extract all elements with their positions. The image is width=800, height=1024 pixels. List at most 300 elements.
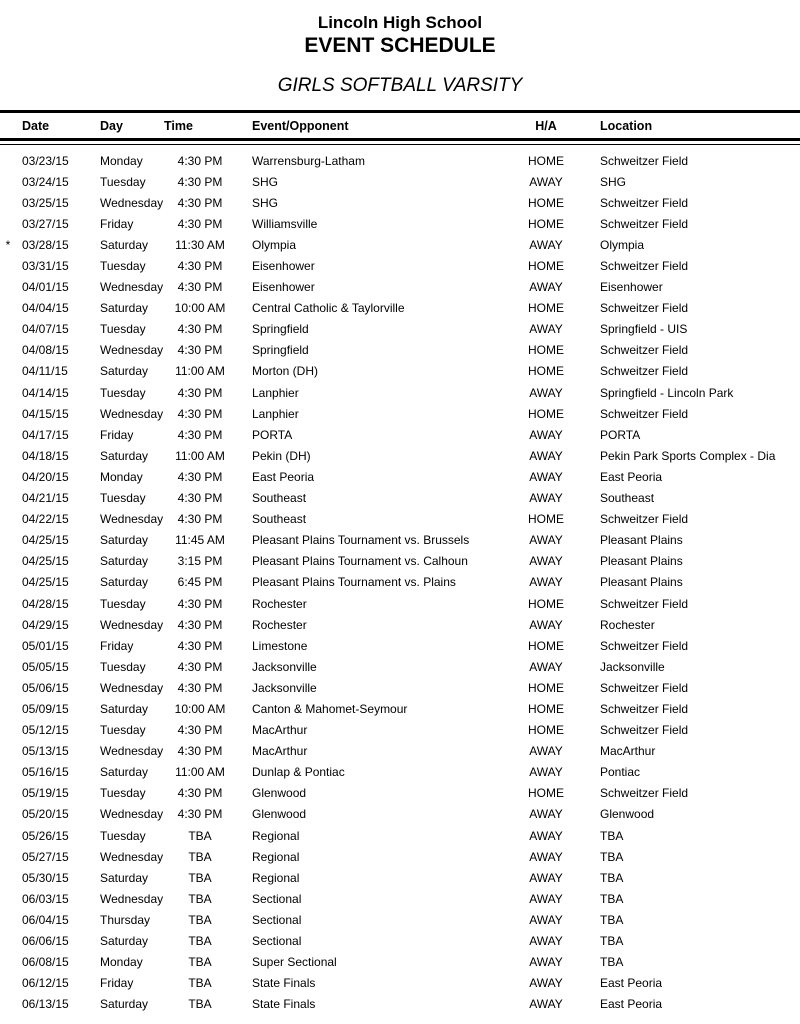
cell-event: Limestone	[252, 638, 308, 653]
cell-event: Sectional	[252, 891, 302, 906]
cell-ha: AWAY	[529, 617, 563, 632]
cell-event: State Finals	[252, 997, 316, 1012]
cell-date: 06/12/15	[22, 976, 69, 991]
table-row	[0, 466, 800, 487]
cell-event: Eisenhower	[252, 280, 315, 295]
table-row	[0, 867, 800, 888]
cell-date: 05/26/15	[22, 828, 69, 843]
cell-time: 3:15 PM	[177, 554, 223, 569]
cell-date: 04/25/15	[22, 575, 69, 590]
cell-event: Glenwood	[252, 807, 307, 822]
cell-event: Pleasant Plains Tournament vs. Calhoun	[252, 554, 468, 569]
cell-time: 11:45 AM	[175, 533, 225, 548]
cell-ha: HOME	[528, 512, 564, 527]
cell-event: Regional	[252, 849, 300, 864]
table-row	[0, 720, 800, 741]
cell-day: Monday	[100, 469, 143, 484]
table-row	[0, 488, 800, 509]
cell-location: TBA	[600, 849, 624, 864]
cell-day: Tuesday	[100, 659, 146, 674]
cell-ha: AWAY	[529, 828, 563, 843]
cell-ha: HOME	[528, 723, 564, 738]
cell-location: Schweitzer Field	[600, 512, 689, 527]
cell-day: Saturday	[100, 364, 149, 379]
cell-time: 4:30 PM	[177, 617, 223, 632]
cell-day: Wednesday	[100, 617, 164, 632]
cell-event: Southeast	[252, 512, 307, 527]
cell-location: Schweitzer Field	[600, 259, 689, 274]
cell-date: 05/09/15	[22, 701, 69, 716]
cell-time: 11:00 AM	[175, 765, 225, 780]
table-row	[0, 741, 800, 762]
table-row	[0, 572, 800, 593]
cell-time: 4:30 PM	[177, 744, 223, 759]
cell-date: 05/13/15	[22, 744, 69, 759]
cell-ha: AWAY	[529, 174, 563, 189]
cell-time: 4:30 PM	[177, 786, 223, 801]
table-row	[0, 234, 800, 255]
cell-event: Regional	[252, 870, 300, 885]
cell-day: Thursday	[100, 912, 151, 927]
cell-location: East Peoria	[600, 976, 663, 991]
cell-location: Pekin Park Sports Complex - Dia	[600, 448, 776, 463]
event-schedule-title: EVENT SCHEDULE	[304, 34, 496, 57]
cell-location: Olympia	[600, 237, 645, 252]
cell-location: Schweitzer Field	[600, 638, 689, 653]
table-row	[0, 593, 800, 614]
cell-time: TBA	[188, 828, 212, 843]
cell-day: Wednesday	[100, 406, 164, 421]
cell-location: Schweitzer Field	[600, 364, 689, 379]
cell-ha: AWAY	[529, 322, 563, 337]
cell-time: 4:30 PM	[177, 280, 223, 295]
cell-location: Springfield - Lincoln Park	[600, 385, 734, 400]
cell-ha: HOME	[528, 301, 564, 316]
cell-date: 04/01/15	[22, 280, 69, 295]
cell-location: Schweitzer Field	[600, 786, 689, 801]
table-row	[0, 403, 800, 424]
cell-ha: AWAY	[529, 237, 563, 252]
cell-date: 05/06/15	[22, 680, 69, 695]
cell-day: Wednesday	[100, 891, 164, 906]
cell-day: Tuesday	[100, 723, 146, 738]
cell-date: 03/31/15	[22, 259, 69, 274]
cell-day: Tuesday	[100, 322, 146, 337]
cell-location: MacArthur	[600, 744, 656, 759]
cell-date: 04/11/15	[22, 364, 68, 379]
cell-day: Friday	[100, 216, 134, 231]
cell-event: Pleasant Plains Tournament vs. Brussels	[252, 533, 470, 548]
cell-time: 4:30 PM	[177, 406, 223, 421]
cell-event: Warrensburg-Latham	[252, 153, 365, 168]
cell-location: Schweitzer Field	[600, 701, 689, 716]
cell-location: Schweitzer Field	[600, 723, 689, 738]
cell-event: Sectional	[252, 934, 302, 949]
cell-event: Canton & Mahomet-Seymour	[252, 701, 408, 716]
cell-date: 06/03/15	[22, 891, 69, 906]
cell-day: Wednesday	[100, 343, 164, 358]
cell-day: Tuesday	[100, 491, 146, 506]
table-row	[0, 656, 800, 677]
cell-ha: HOME	[528, 216, 564, 231]
cell-date: 04/08/15	[22, 343, 69, 358]
table-row	[0, 614, 800, 635]
cell-event: Regional	[252, 828, 300, 843]
table-row	[0, 277, 800, 298]
cell-location: Glenwood	[600, 807, 655, 822]
cell-time: 4:30 PM	[177, 322, 223, 337]
table-row	[0, 952, 800, 973]
table-row	[0, 340, 800, 361]
cell-day: Tuesday	[100, 786, 146, 801]
cell-location: East Peoria	[600, 469, 663, 484]
cell-location: Rochester	[600, 617, 655, 632]
cell-date: 04/15/15	[22, 406, 69, 421]
table-row	[0, 361, 800, 382]
cell-time: 11:00 AM	[175, 448, 225, 463]
cell-time: 4:30 PM	[177, 723, 223, 738]
cell-event: MacArthur	[252, 744, 308, 759]
cell-time: 4:30 PM	[177, 385, 223, 400]
table-row	[0, 888, 800, 909]
cell-date: 04/18/15	[22, 448, 69, 463]
cell-location: Jacksonville	[600, 659, 665, 674]
cell-day: Tuesday	[100, 828, 146, 843]
cell-day: Wednesday	[100, 807, 164, 822]
cell-location: Schweitzer Field	[600, 406, 689, 421]
cell-ha: AWAY	[529, 997, 563, 1012]
table-row	[0, 192, 800, 213]
cell-event: Williamsville	[252, 216, 318, 231]
cell-time: 4:30 PM	[177, 259, 223, 274]
cell-event: Super Sectional	[252, 955, 337, 970]
cell-date: 03/27/15	[22, 216, 69, 231]
cell-location: Pleasant Plains	[600, 575, 683, 590]
cell-location: Schweitzer Field	[600, 680, 689, 695]
cell-time: TBA	[188, 955, 212, 970]
cell-day: Friday	[100, 638, 134, 653]
cell-marker: *	[5, 237, 11, 252]
cell-day: Saturday	[100, 301, 149, 316]
cell-ha: AWAY	[529, 955, 563, 970]
cell-location: Springfield - UIS	[600, 322, 688, 337]
cell-ha: AWAY	[529, 912, 563, 927]
cell-ha: AWAY	[529, 659, 563, 674]
cell-event: Springfield	[252, 343, 309, 358]
cell-time: TBA	[188, 870, 212, 885]
cell-event: Morton (DH)	[252, 364, 319, 379]
cell-time: TBA	[188, 997, 212, 1012]
cell-date: 06/13/15	[22, 997, 69, 1012]
cell-ha: AWAY	[529, 575, 563, 590]
cell-day: Saturday	[100, 934, 149, 949]
cell-date: 04/28/15	[22, 596, 69, 611]
cell-ha: HOME	[528, 680, 564, 695]
cell-date: 04/20/15	[22, 469, 69, 484]
cell-date: 05/20/15	[22, 807, 69, 822]
cell-time: 11:00 AM	[175, 364, 225, 379]
cell-time: 4:30 PM	[177, 659, 223, 674]
cell-ha: HOME	[528, 406, 564, 421]
cell-date: 05/16/15	[22, 765, 69, 780]
cell-location: Schweitzer Field	[600, 216, 689, 231]
cell-location: East Peoria	[600, 997, 663, 1012]
table-row	[0, 825, 800, 846]
cell-location: TBA	[600, 828, 624, 843]
cell-ha: HOME	[528, 701, 564, 716]
cell-event: Lanphier	[252, 385, 299, 400]
table-row	[0, 171, 800, 192]
cell-time: TBA	[188, 891, 212, 906]
cell-date: 05/27/15	[22, 849, 69, 864]
column-header-time: Time	[164, 119, 193, 133]
cell-time: 4:30 PM	[177, 491, 223, 506]
cell-location: Pontiac	[600, 765, 641, 780]
cell-ha: HOME	[528, 596, 564, 611]
table-row	[0, 762, 800, 783]
cell-date: 05/12/15	[22, 723, 69, 738]
cell-event: Pekin (DH)	[252, 448, 311, 463]
cell-date: 04/21/15	[22, 491, 69, 506]
cell-event: Jacksonville	[252, 659, 317, 674]
cell-date: 04/29/15	[22, 617, 69, 632]
cell-day: Wednesday	[100, 512, 164, 527]
cell-date: 04/25/15	[22, 533, 69, 548]
cell-date: 04/07/15	[22, 322, 69, 337]
school-name: Lincoln High School	[317, 13, 483, 32]
cell-date: 05/19/15	[22, 786, 69, 801]
cell-location: TBA	[600, 955, 624, 970]
table-row	[0, 698, 800, 719]
cell-time: 4:30 PM	[177, 343, 223, 358]
cell-ha: AWAY	[529, 469, 563, 484]
table-row	[0, 382, 800, 403]
cell-date: 03/23/15	[22, 153, 69, 168]
table-body	[0, 145, 800, 1015]
cell-event: SHG	[252, 195, 279, 210]
cell-ha: HOME	[528, 638, 564, 653]
table-row	[0, 930, 800, 951]
cell-time: 4:30 PM	[177, 174, 223, 189]
cell-date: 03/25/15	[22, 195, 69, 210]
cell-day: Wednesday	[100, 680, 164, 695]
table-row	[0, 551, 800, 572]
cell-day: Saturday	[100, 575, 149, 590]
cell-ha: AWAY	[529, 807, 563, 822]
cell-location: Southeast	[600, 491, 655, 506]
table-row	[0, 677, 800, 698]
cell-ha: AWAY	[529, 849, 563, 864]
cell-event: MacArthur	[252, 723, 308, 738]
cell-ha: AWAY	[529, 870, 563, 885]
cell-location: TBA	[600, 870, 624, 885]
cell-day: Saturday	[100, 870, 149, 885]
cell-ha: HOME	[528, 364, 564, 379]
cell-date: 04/22/15	[22, 512, 69, 527]
table-row	[0, 424, 800, 445]
cell-date: 04/25/15	[22, 554, 69, 569]
cell-location: Schweitzer Field	[600, 195, 689, 210]
cell-event: East Peoria	[252, 469, 315, 484]
cell-date: 03/28/15	[22, 237, 69, 252]
cell-day: Tuesday	[100, 174, 146, 189]
table-row	[0, 909, 800, 930]
cell-day: Saturday	[100, 554, 149, 569]
cell-day: Monday	[100, 153, 143, 168]
cell-time: TBA	[188, 912, 212, 927]
column-header-ha: H/A	[535, 119, 557, 133]
cell-day: Monday	[100, 955, 143, 970]
cell-event: Dunlap & Pontiac	[252, 765, 345, 780]
cell-ha: AWAY	[529, 280, 563, 295]
cell-day: Saturday	[100, 237, 149, 252]
cell-date: 06/04/15	[22, 912, 69, 927]
cell-time: 4:30 PM	[177, 195, 223, 210]
table-row	[0, 319, 800, 340]
table-row	[0, 530, 800, 551]
cell-day: Wednesday	[100, 744, 164, 759]
cell-day: Wednesday	[100, 280, 164, 295]
table-row	[0, 213, 800, 234]
cell-date: 04/14/15	[22, 385, 69, 400]
cell-time: 4:30 PM	[177, 512, 223, 527]
cell-location: Schweitzer Field	[600, 596, 689, 611]
cell-event: Eisenhower	[252, 259, 315, 274]
cell-day: Saturday	[100, 765, 149, 780]
cell-ha: AWAY	[529, 744, 563, 759]
cell-event: Central Catholic & Taylorville	[252, 301, 405, 316]
cell-day: Friday	[100, 976, 134, 991]
cell-ha: AWAY	[529, 976, 563, 991]
cell-event: Sectional	[252, 912, 302, 927]
header-bottom-rule-thick	[0, 138, 800, 141]
cell-date: 03/24/15	[22, 174, 69, 189]
table-row	[0, 445, 800, 466]
cell-date: 05/30/15	[22, 870, 69, 885]
cell-location: PORTA	[600, 427, 641, 442]
cell-ha: AWAY	[529, 533, 563, 548]
cell-date: 06/06/15	[22, 934, 69, 949]
cell-day: Saturday	[100, 701, 149, 716]
table-row	[0, 255, 800, 276]
table-row	[0, 994, 800, 1015]
cell-time: 11:30 AM	[175, 237, 225, 252]
cell-event: State Finals	[252, 976, 316, 991]
cell-time: 4:30 PM	[177, 469, 223, 484]
cell-day: Tuesday	[100, 259, 146, 274]
cell-ha: HOME	[528, 786, 564, 801]
cell-time: 4:30 PM	[177, 153, 223, 168]
cell-event: Glenwood	[252, 786, 307, 801]
cell-ha: HOME	[528, 259, 564, 274]
table-row	[0, 298, 800, 319]
cell-date: 06/08/15	[22, 955, 69, 970]
cell-location: Schweitzer Field	[600, 301, 689, 316]
table-row	[0, 150, 800, 171]
cell-location: Schweitzer Field	[600, 153, 689, 168]
table-row	[0, 973, 800, 994]
cell-event: Rochester	[252, 596, 307, 611]
cell-day: Tuesday	[100, 385, 146, 400]
cell-ha: AWAY	[529, 448, 563, 463]
cell-time: 4:30 PM	[177, 596, 223, 611]
cell-event: PORTA	[252, 427, 293, 442]
cell-location: Pleasant Plains	[600, 554, 683, 569]
cell-ha: AWAY	[529, 554, 563, 569]
cell-date: 05/01/15	[22, 638, 69, 653]
cell-ha: HOME	[528, 153, 564, 168]
cell-ha: HOME	[528, 343, 564, 358]
cell-time: TBA	[188, 849, 212, 864]
cell-day: Wednesday	[100, 849, 164, 864]
cell-event: Southeast	[252, 491, 307, 506]
table-row	[0, 846, 800, 867]
column-header-event: Event/Opponent	[252, 119, 349, 133]
cell-ha: AWAY	[529, 891, 563, 906]
cell-event: SHG	[252, 174, 279, 189]
table-row	[0, 783, 800, 804]
cell-location: Schweitzer Field	[600, 343, 689, 358]
cell-time: 4:30 PM	[177, 427, 223, 442]
cell-day: Friday	[100, 427, 134, 442]
cell-time: 6:45 PM	[177, 575, 223, 590]
cell-location: Eisenhower	[600, 280, 663, 295]
cell-date: 04/17/15	[22, 427, 69, 442]
table-header-row	[0, 113, 800, 138]
cell-location: TBA	[600, 891, 624, 906]
cell-ha: AWAY	[529, 385, 563, 400]
column-header-date: Date	[22, 119, 50, 133]
table-row	[0, 509, 800, 530]
cell-location: TBA	[600, 912, 624, 927]
cell-time: TBA	[188, 976, 212, 991]
column-header-day: Day	[100, 119, 123, 133]
cell-location: Pleasant Plains	[600, 533, 683, 548]
cell-location: SHG	[600, 174, 627, 189]
document-header	[0, 12, 800, 97]
cell-ha: AWAY	[529, 934, 563, 949]
cell-time: 4:30 PM	[177, 807, 223, 822]
cell-day: Tuesday	[100, 596, 146, 611]
cell-event: Springfield	[252, 322, 309, 337]
cell-event: Rochester	[252, 617, 307, 632]
cell-day: Saturday	[100, 533, 149, 548]
cell-time: 4:30 PM	[177, 680, 223, 695]
cell-ha: HOME	[528, 195, 564, 210]
cell-date: 05/05/15	[22, 659, 69, 674]
cell-event: Olympia	[252, 237, 297, 252]
cell-time: 10:00 AM	[174, 301, 226, 316]
cell-ha: AWAY	[529, 765, 563, 780]
cell-event: Lanphier	[252, 406, 299, 421]
cell-event: Pleasant Plains Tournament vs. Plains	[252, 575, 456, 590]
table-row	[0, 804, 800, 825]
cell-day: Wednesday	[100, 195, 164, 210]
cell-event: Jacksonville	[252, 680, 317, 695]
cell-ha: AWAY	[529, 427, 563, 442]
cell-time: 10:00 AM	[174, 701, 226, 716]
cell-day: Saturday	[100, 448, 149, 463]
column-header-location: Location	[600, 119, 653, 133]
cell-time: 4:30 PM	[177, 638, 223, 653]
cell-date: 04/04/15	[22, 301, 69, 316]
cell-time: 4:30 PM	[177, 216, 223, 231]
cell-location: TBA	[600, 934, 624, 949]
cell-day: Saturday	[100, 997, 149, 1012]
cell-time: TBA	[188, 934, 212, 949]
team-subtitle: GIRLS SOFTBALL VARSITY	[277, 75, 523, 96]
cell-ha: AWAY	[529, 491, 563, 506]
